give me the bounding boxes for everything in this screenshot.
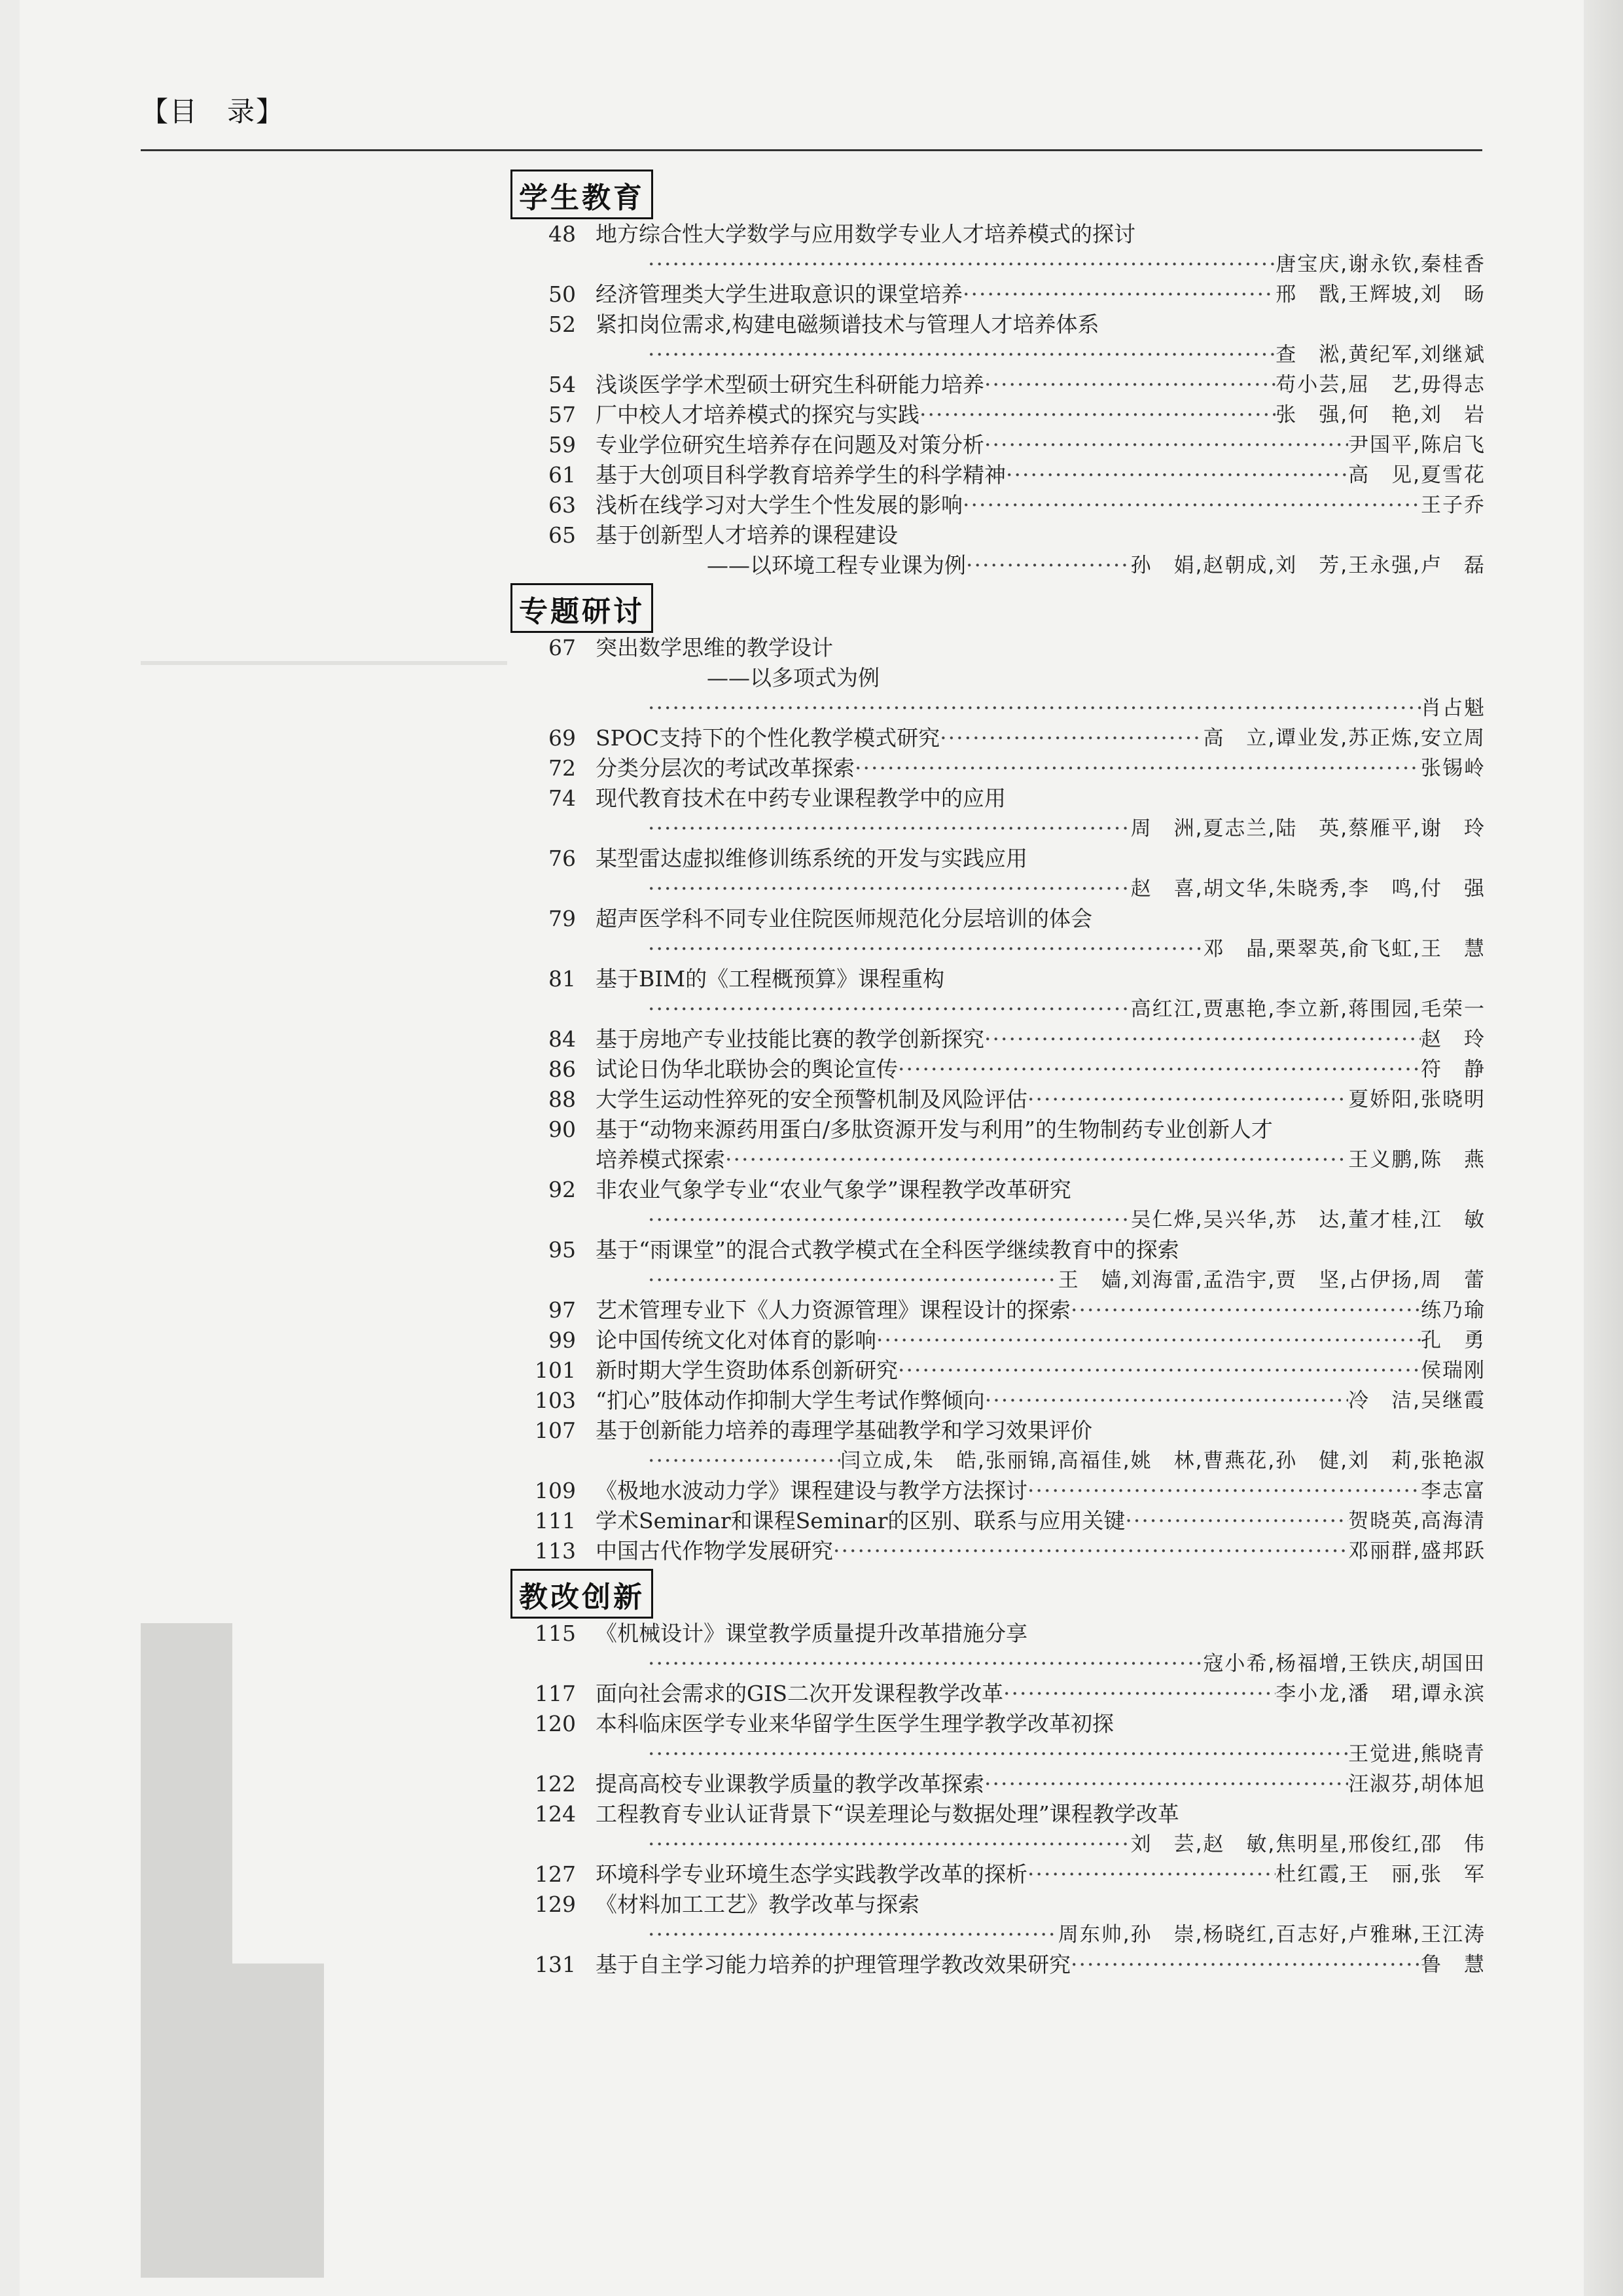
page-number: 74 bbox=[548, 785, 576, 811]
entry-authors: 苟小芸,屈 艺,毋得志 bbox=[1275, 373, 1486, 397]
entry-line bbox=[596, 430, 1486, 460]
toc-entry[interactable] bbox=[510, 1536, 1486, 1566]
page-number: 59 bbox=[548, 432, 576, 457]
leader-dots bbox=[1006, 460, 1348, 490]
author-line bbox=[648, 1739, 1486, 1769]
entry-continuation bbox=[596, 1145, 1486, 1175]
subtitle-line bbox=[707, 550, 1486, 581]
section-title: 学生教育 bbox=[510, 170, 653, 219]
entry-line bbox=[596, 370, 1486, 400]
entry-line bbox=[596, 460, 1486, 490]
toc-entry[interactable] bbox=[510, 1506, 1486, 1536]
leader-dots bbox=[984, 370, 1275, 400]
entry-line bbox=[596, 1024, 1486, 1054]
entry-subtitle: 培养模式探索 bbox=[596, 1147, 725, 1172]
author-line bbox=[648, 1920, 1486, 1950]
entry-authors: 尹国平,陈启飞 bbox=[1348, 433, 1486, 457]
leader-dots bbox=[648, 1920, 1058, 1950]
entry-authors: 李志富 bbox=[1421, 1479, 1486, 1503]
toc-entry[interactable] bbox=[510, 460, 1486, 490]
page-number: 90 bbox=[548, 1117, 576, 1142]
page-number: 113 bbox=[535, 1538, 576, 1564]
leader-dots bbox=[984, 1769, 1348, 1799]
leader-dots bbox=[1071, 1295, 1421, 1325]
entry-title: 浅析在线学习对大学生个性发展的影响 bbox=[596, 492, 963, 518]
entry-subtitle: ——以环境工程专业课为例 bbox=[707, 552, 966, 578]
page-number: 61 bbox=[548, 462, 576, 488]
entry-authors: 李小龙,潘 珺,谭永滨 bbox=[1275, 1682, 1486, 1706]
entry-authors: 周 洲,夏志兰,陆 英,蔡雁平,谢 玲 bbox=[1130, 817, 1486, 840]
toc-entry[interactable] bbox=[510, 520, 1486, 581]
section-heading bbox=[510, 583, 1486, 632]
entry-title: 学术Seminar和课程Seminar的区别、联系与应用关键 bbox=[596, 1508, 1126, 1534]
entry-authors: 王义鹏,陈 燕 bbox=[1348, 1148, 1486, 1172]
entry-title: 浅谈医学学术型硕士研究生科研能力培养 bbox=[596, 372, 984, 397]
entry-line bbox=[596, 1506, 1486, 1536]
leader-dots bbox=[648, 1649, 1203, 1679]
author-line bbox=[648, 340, 1486, 370]
entry-title: 面向社会需求的GIS二次开发课程教学改革 bbox=[596, 1681, 1004, 1706]
entry-line bbox=[596, 1476, 1486, 1506]
page-number: 86 bbox=[548, 1056, 576, 1082]
toc-entry[interactable] bbox=[510, 1235, 1486, 1295]
leader-dots bbox=[725, 1145, 1348, 1175]
entry-authors: 王 嫱,刘海雷,孟浩宇,贾 坚,占伊扬,周 蕾 bbox=[1058, 1268, 1486, 1292]
entry-authors: 赵 玲 bbox=[1421, 1028, 1486, 1051]
entry-line bbox=[596, 490, 1486, 520]
leader-dots bbox=[648, 874, 1131, 904]
entry-title: 基于大创项目科学教育培养学生的科学精神 bbox=[596, 462, 1006, 488]
entry-title: 中国古代作物学发展研究 bbox=[596, 1538, 833, 1564]
entry-title: 《机械设计》课堂教学质量提升改革措施分享 bbox=[596, 1621, 1027, 1646]
page-number: 72 bbox=[548, 755, 576, 781]
page-number: 103 bbox=[535, 1388, 576, 1413]
entry-authors: 周东帅,孙 崇,杨晓红,百志好,卢雅琳,王江涛 bbox=[1058, 1923, 1486, 1946]
entry-authors: 符 静 bbox=[1421, 1058, 1486, 1081]
entry-title: 试论日伪华北联协会的舆论宣传 bbox=[596, 1056, 898, 1082]
toc-entry[interactable] bbox=[510, 1619, 1486, 1679]
toc-entry[interactable] bbox=[510, 1709, 1486, 1769]
toc-entry[interactable] bbox=[510, 1085, 1486, 1115]
toc-entry[interactable] bbox=[510, 633, 1486, 723]
toc-entry[interactable] bbox=[510, 430, 1486, 460]
leader-dots bbox=[1027, 1859, 1275, 1890]
entry-title: 基于创新型人才培养的课程建设 bbox=[596, 522, 898, 548]
page-number: 76 bbox=[548, 846, 576, 871]
leader-dots bbox=[940, 723, 1203, 753]
leader-dots bbox=[648, 1265, 1058, 1295]
toc-entry[interactable] bbox=[510, 1024, 1486, 1054]
entry-line bbox=[596, 1950, 1486, 1980]
entry-line bbox=[596, 723, 1486, 753]
toc-entry[interactable] bbox=[510, 1175, 1486, 1235]
author-line bbox=[648, 874, 1486, 904]
page-number: 117 bbox=[535, 1681, 576, 1706]
leader-dots bbox=[648, 934, 1203, 964]
entry-line bbox=[596, 1085, 1486, 1115]
entry-title: 基于“动物来源药用蛋白/多肽资源开发与利用”的生物制药专业创新人才 bbox=[596, 1117, 1273, 1142]
leader-dots bbox=[985, 1386, 1348, 1416]
entry-authors: 高红江,贾惠艳,李立新,蒋围园,毛荣一 bbox=[1130, 997, 1486, 1021]
entry-authors: 杜红霞,王 丽,张 军 bbox=[1275, 1863, 1486, 1886]
author-line bbox=[648, 1265, 1486, 1295]
leader-dots bbox=[898, 1355, 1421, 1386]
page-number: 97 bbox=[548, 1297, 576, 1323]
leader-dots bbox=[648, 1739, 1348, 1769]
page-number: 48 bbox=[548, 221, 576, 247]
toc-entry[interactable] bbox=[510, 723, 1486, 753]
entry-title: 现代教育技术在中药专业课程教学中的应用 bbox=[596, 785, 1006, 811]
page-number: 129 bbox=[535, 1892, 576, 1917]
toc-entry[interactable] bbox=[510, 783, 1486, 844]
entry-title: 《材料加工工艺》教学改革与探索 bbox=[596, 1892, 919, 1917]
entry-line bbox=[596, 1536, 1486, 1566]
leader-dots bbox=[648, 693, 1421, 723]
toc-entry[interactable] bbox=[510, 1769, 1486, 1799]
leader-dots bbox=[1071, 1950, 1421, 1980]
entry-authors: 王觉进,熊晓青 bbox=[1348, 1742, 1486, 1766]
toc-entry[interactable] bbox=[510, 964, 1486, 1024]
entry-line bbox=[596, 1769, 1486, 1799]
show-through-strip bbox=[141, 661, 507, 665]
entry-line bbox=[596, 753, 1486, 783]
entry-title: 工程教育专业认证背景下“误差理论与数据处理”课程教学改革 bbox=[596, 1801, 1179, 1827]
leader-dots bbox=[855, 753, 1421, 783]
entry-title: 《极地水波动力学》课程建设与教学方法探讨 bbox=[596, 1478, 1027, 1503]
leader-dots bbox=[833, 1536, 1348, 1566]
page-number: 63 bbox=[548, 492, 576, 518]
author-line bbox=[648, 1829, 1486, 1859]
page-number: 127 bbox=[535, 1861, 576, 1887]
entry-title: 基于“雨课堂”的混合式教学模式在全科医学继续教育中的探索 bbox=[596, 1237, 1179, 1263]
entry-title: 突出数学思维的教学设计 bbox=[596, 635, 833, 660]
entry-authors: 张锡岭 bbox=[1421, 757, 1486, 780]
entry-title: 基于BIM的《工程概预算》课程重构 bbox=[596, 966, 945, 992]
author-line bbox=[648, 693, 1486, 723]
toc-entry[interactable] bbox=[510, 1325, 1486, 1355]
entry-title: 厂中校人才培养模式的探究与实践 bbox=[596, 402, 919, 427]
entry-line bbox=[596, 1859, 1486, 1890]
entry-title: 大学生运动性猝死的安全预警机制及风险评估 bbox=[596, 1086, 1027, 1112]
entry-authors: 邓丽群,盛邦跃 bbox=[1348, 1539, 1486, 1563]
toc-entry[interactable] bbox=[510, 1476, 1486, 1506]
entry-line bbox=[596, 1386, 1486, 1416]
toc-entry[interactable] bbox=[510, 1679, 1486, 1709]
entry-line bbox=[596, 1054, 1486, 1085]
section-heading bbox=[510, 170, 1486, 218]
section-heading bbox=[510, 1569, 1486, 1617]
leader-dots bbox=[963, 279, 1275, 310]
page-number: 101 bbox=[535, 1357, 576, 1383]
toc-entry[interactable] bbox=[510, 310, 1486, 370]
header-rule bbox=[141, 149, 1482, 151]
entry-authors: 唐宝庆,谢永钦,秦桂香 bbox=[1275, 253, 1486, 276]
entry-title: 基于自主学习能力培养的护理管理学教改效果研究 bbox=[596, 1952, 1071, 1977]
toc-entry[interactable] bbox=[510, 1890, 1486, 1950]
leader-dots bbox=[648, 994, 1131, 1024]
page-number: 50 bbox=[548, 281, 576, 307]
page-number: 107 bbox=[535, 1418, 576, 1443]
page-number: 122 bbox=[535, 1771, 576, 1797]
entry-title: SPOC支持下的个性化教学模式研究 bbox=[596, 725, 940, 751]
section-title: 教改创新 bbox=[510, 1569, 653, 1619]
author-line bbox=[648, 934, 1486, 964]
entry-authors: 邢 戬,王辉坡,刘 旸 bbox=[1275, 283, 1486, 306]
toc-entry[interactable] bbox=[510, 279, 1486, 310]
leader-dots bbox=[1003, 1679, 1275, 1709]
page-number: 88 bbox=[548, 1086, 576, 1112]
author-line bbox=[648, 994, 1486, 1024]
page-number: 57 bbox=[548, 402, 576, 427]
show-through-block bbox=[232, 1964, 324, 2278]
entry-line bbox=[596, 1295, 1486, 1325]
author-line bbox=[648, 1649, 1486, 1679]
entry-authors: 侯瑞刚 bbox=[1421, 1359, 1486, 1382]
author-line bbox=[648, 1446, 1486, 1476]
page-number: 115 bbox=[535, 1621, 576, 1646]
toc-entry[interactable] bbox=[510, 1950, 1486, 1980]
entry-authors: 汪淑芬,胡体旭 bbox=[1348, 1772, 1486, 1796]
page-number: 109 bbox=[535, 1478, 576, 1503]
page-number: 111 bbox=[535, 1508, 576, 1534]
entry-authors: 邓 晶,栗翠英,俞飞虹,王 慧 bbox=[1203, 937, 1486, 961]
leader-dots bbox=[648, 814, 1131, 844]
entry-authors: 高 立,谭业发,苏正炼,安立周 bbox=[1203, 726, 1486, 750]
toc-entry[interactable] bbox=[510, 490, 1486, 520]
entry-authors: 冷 洁,吴继霞 bbox=[1348, 1389, 1486, 1412]
leader-dots bbox=[648, 340, 1275, 370]
entry-title: 基于创新能力培养的毒理学基础教学和学习效果评价 bbox=[596, 1418, 1092, 1443]
entry-authors: 王子乔 bbox=[1421, 493, 1486, 517]
page-number: 84 bbox=[548, 1026, 576, 1052]
toc-entry[interactable] bbox=[510, 844, 1486, 904]
entry-title: “扪心”肢体动作抑制大学生考试作弊倾向 bbox=[596, 1388, 985, 1413]
page-number: 99 bbox=[548, 1327, 576, 1353]
page-number: 95 bbox=[548, 1237, 576, 1263]
entry-line bbox=[596, 1355, 1486, 1386]
entry-authors: 贺晓英,高海清 bbox=[1348, 1509, 1486, 1533]
leader-dots bbox=[898, 1054, 1421, 1085]
entry-authors: 闫立成,朱 皓,张丽锦,高福佳,姚 林,曹燕花,孙 健,刘 莉,张艳淑 bbox=[840, 1449, 1486, 1473]
entry-authors: 吴仁烨,吴兴华,苏 达,董才桂,江 敏 bbox=[1130, 1208, 1486, 1232]
entry-line bbox=[596, 1325, 1486, 1355]
table-of-contents bbox=[510, 167, 1486, 1980]
entry-title: 非农业气象学专业“农业气象学”课程教学改革研究 bbox=[596, 1177, 1071, 1202]
leader-dots bbox=[1027, 1476, 1421, 1506]
page-number: 52 bbox=[548, 312, 576, 337]
leader-dots bbox=[984, 1024, 1421, 1054]
entry-title: 紧扣岗位需求,构建电磁频谱技术与管理人才培养体系 bbox=[596, 312, 1099, 337]
entry-authors: 高 见,夏雪花 bbox=[1348, 463, 1486, 487]
toc-entry[interactable] bbox=[510, 1355, 1486, 1386]
leader-dots bbox=[966, 550, 1131, 581]
author-line bbox=[648, 249, 1486, 279]
page-number: 69 bbox=[548, 725, 576, 751]
entry-title: 分类分层次的考试改革探索 bbox=[596, 755, 855, 781]
toc-entry[interactable] bbox=[510, 1416, 1486, 1476]
page-number: 124 bbox=[535, 1801, 576, 1827]
page-number: 92 bbox=[548, 1177, 576, 1202]
page-number: 54 bbox=[548, 372, 576, 397]
toc-entry[interactable] bbox=[510, 1799, 1486, 1859]
leader-dots bbox=[648, 1446, 840, 1476]
toc-entry[interactable] bbox=[510, 1386, 1486, 1416]
entry-subtitle: ——以多项式为例 bbox=[707, 665, 880, 691]
entry-title: 提高高校专业课教学质量的教学改革探索 bbox=[596, 1771, 984, 1797]
entry-line bbox=[596, 400, 1486, 430]
toc-header: 【目 录】 bbox=[141, 96, 285, 128]
leader-dots bbox=[648, 249, 1275, 279]
toc-entry[interactable] bbox=[510, 1054, 1486, 1085]
entry-authors: 孙 娟,赵朝成,刘 芳,王永强,卢 磊 bbox=[1130, 554, 1486, 577]
leader-dots bbox=[876, 1325, 1421, 1355]
leader-dots bbox=[1125, 1506, 1348, 1536]
toc-entry[interactable] bbox=[510, 1295, 1486, 1325]
entry-title: 地方综合性大学数学与应用数学专业人才培养模式的探讨 bbox=[596, 221, 1135, 247]
leader-dots bbox=[919, 400, 1275, 430]
leader-dots bbox=[648, 1205, 1131, 1235]
entry-authors: 赵 喜,胡文华,朱晓秀,李 鸣,付 强 bbox=[1130, 877, 1486, 901]
toc-entry[interactable] bbox=[510, 753, 1486, 783]
page-number: 65 bbox=[548, 522, 576, 548]
entry-authors: 肖占魁 bbox=[1421, 696, 1486, 720]
leader-dots bbox=[648, 1829, 1131, 1859]
entry-authors: 夏娇阳,张晓明 bbox=[1348, 1088, 1486, 1111]
toc-entry[interactable] bbox=[510, 219, 1486, 279]
page-gutter-shade bbox=[1584, 0, 1623, 2296]
author-line bbox=[648, 814, 1486, 844]
show-through-bar bbox=[141, 1623, 232, 2278]
entry-title: 环境科学专业环境生态学实践教学改革的探析 bbox=[596, 1861, 1027, 1887]
entry-title: 论中国传统文化对体育的影响 bbox=[596, 1327, 876, 1353]
page-number: 67 bbox=[548, 635, 576, 660]
entry-authors: 查 淞,黄纪军,刘继斌 bbox=[1275, 343, 1486, 367]
entry-title: 基于房地产专业技能比赛的教学创新探究 bbox=[596, 1026, 984, 1052]
entry-authors: 练乃瑜 bbox=[1421, 1299, 1486, 1322]
entry-authors: 鲁 慧 bbox=[1421, 1953, 1486, 1977]
page-left-edge bbox=[0, 0, 20, 2296]
toc-entry[interactable] bbox=[510, 400, 1486, 430]
entry-title: 某型雷达虚拟维修训练系统的开发与实践应用 bbox=[596, 846, 1027, 871]
page-number: 81 bbox=[548, 966, 576, 992]
entry-title: 超声医学科不同专业住院医师规范化分层培训的体会 bbox=[596, 906, 1092, 931]
entry-title: 艺术管理专业下《人力资源管理》课程设计的探索 bbox=[596, 1297, 1071, 1323]
leader-dots bbox=[1027, 1085, 1348, 1115]
toc-entry[interactable] bbox=[510, 370, 1486, 400]
entry-authors: 寇小希,杨福增,王铁庆,胡国田 bbox=[1203, 1652, 1486, 1676]
entry-title: 经济管理类大学生进取意识的课堂培养 bbox=[596, 281, 963, 307]
entry-title: 本科临床医学专业来华留学生医学生理学教学改革初探 bbox=[596, 1711, 1114, 1736]
entry-line bbox=[596, 279, 1486, 310]
leader-dots bbox=[984, 430, 1348, 460]
entry-authors: 孔 勇 bbox=[1421, 1329, 1486, 1352]
entry-title: 专业学位研究生培养存在问题及对策分析 bbox=[596, 432, 984, 457]
page-number: 79 bbox=[548, 906, 576, 931]
leader-dots bbox=[963, 490, 1421, 520]
section-title: 专题研讨 bbox=[510, 583, 653, 633]
entry-authors: 刘 芸,赵 敏,焦明星,邢俊红,邵 伟 bbox=[1130, 1833, 1486, 1856]
page-number: 120 bbox=[535, 1711, 576, 1736]
toc-entry[interactable] bbox=[510, 1115, 1486, 1175]
toc-entry[interactable] bbox=[510, 904, 1486, 964]
entry-title: 新时期大学生资助体系创新研究 bbox=[596, 1357, 898, 1383]
entry-authors: 张 强,何 艳,刘 岩 bbox=[1275, 403, 1486, 427]
page-number: 131 bbox=[535, 1952, 576, 1977]
toc-entry[interactable] bbox=[510, 1859, 1486, 1890]
entry-line bbox=[596, 1679, 1486, 1709]
author-line bbox=[648, 1205, 1486, 1235]
